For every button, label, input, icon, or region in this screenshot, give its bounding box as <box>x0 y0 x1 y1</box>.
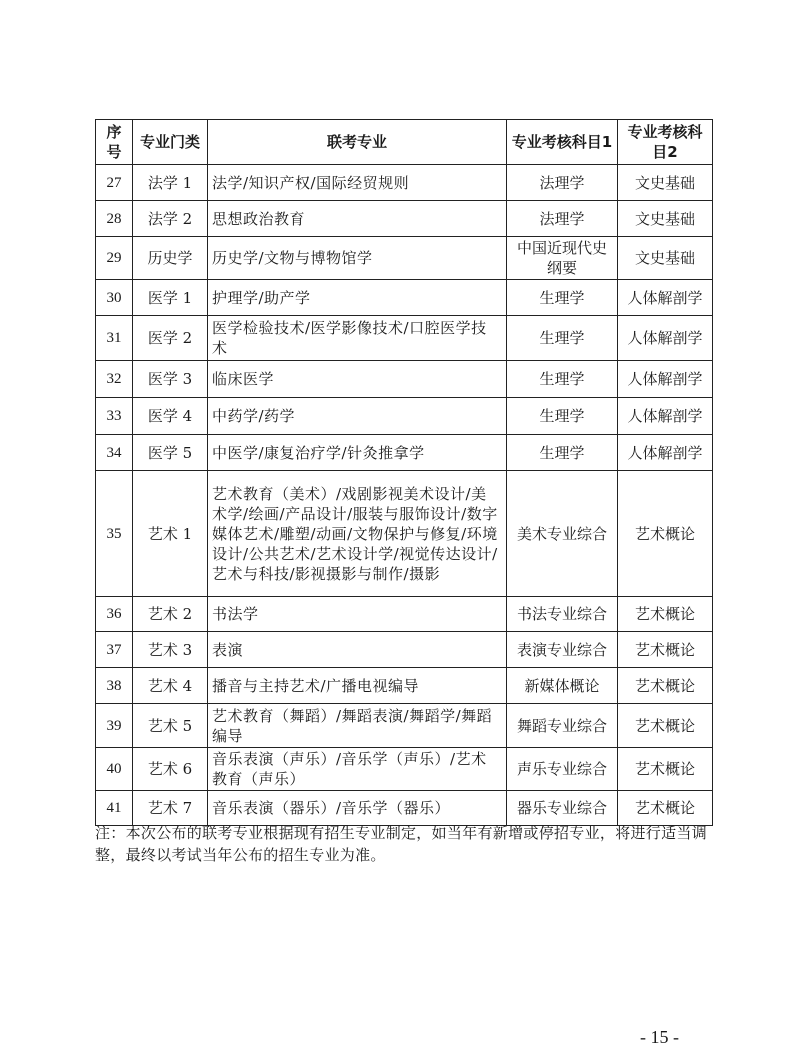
header-subject2: 专业考核科目2 <box>618 120 713 165</box>
row-category: 艺术 4 <box>133 668 208 704</box>
row-major: 艺术教育（舞蹈）/舞蹈表演/舞蹈学/舞蹈编导 <box>208 704 507 748</box>
row-subject2: 人体解剖学 <box>618 435 713 471</box>
row-subject2: 艺术概论 <box>618 597 713 632</box>
page-number: - 15 - <box>640 1027 679 1047</box>
row-subject1: 生理学 <box>507 280 618 316</box>
row-number: 41 <box>96 791 133 826</box>
row-number: 27 <box>96 165 133 201</box>
table-row <box>96 704 713 748</box>
row-subject2: 艺术概论 <box>618 668 713 704</box>
row-subject1: 美术专业综合 <box>507 471 618 597</box>
row-subject2: 艺术概论 <box>618 632 713 668</box>
table-row <box>96 748 713 791</box>
row-category: 艺术 5 <box>133 704 208 748</box>
row-subject1: 生理学 <box>507 316 618 361</box>
row-major: 中医学/康复治疗学/针灸推拿学 <box>208 435 507 471</box>
header-subject1: 专业考核科目1 <box>507 120 618 165</box>
row-category: 医学 2 <box>133 316 208 361</box>
row-subject1: 器乐专业综合 <box>507 791 618 826</box>
table-row <box>96 361 713 398</box>
table-row <box>96 668 713 704</box>
table-row <box>96 237 713 280</box>
row-major: 艺术教育（美术）/戏剧影视美术设计/美术学/绘画/产品设计/服装与服饰设计/数字媒体艺术/雕塑/动画/文物保护与修复/环境设计/公共艺术/艺术设计学/视觉传达设计/艺术与科技/影视摄影与制作/摄影 <box>208 471 507 597</box>
row-major: 思想政治教育 <box>208 201 507 237</box>
row-category: 医学 5 <box>133 435 208 471</box>
row-subject1: 法理学 <box>507 201 618 237</box>
row-number: 28 <box>96 201 133 237</box>
row-category: 医学 1 <box>133 280 208 316</box>
row-number: 34 <box>96 435 133 471</box>
row-subject2: 文史基础 <box>618 201 713 237</box>
row-number: 31 <box>96 316 133 361</box>
row-subject1: 声乐专业综合 <box>507 748 618 791</box>
table-row <box>96 435 713 471</box>
header-category: 专业门类 <box>133 120 208 165</box>
table-row <box>96 632 713 668</box>
row-number: 35 <box>96 471 133 597</box>
row-major: 书法学 <box>208 597 507 632</box>
row-category: 法学 1 <box>133 165 208 201</box>
row-subject2: 人体解剖学 <box>618 398 713 435</box>
row-subject1: 舞蹈专业综合 <box>507 704 618 748</box>
row-subject1: 法理学 <box>507 165 618 201</box>
row-major: 医学检验技术/医学影像技术/口腔医学技术 <box>208 316 507 361</box>
majors-table <box>95 119 713 826</box>
row-number: 29 <box>96 237 133 280</box>
row-subject2: 人体解剖学 <box>618 361 713 398</box>
row-subject1: 生理学 <box>507 435 618 471</box>
row-subject2: 艺术概论 <box>618 704 713 748</box>
table-row <box>96 791 713 826</box>
row-major: 播音与主持艺术/广播电视编导 <box>208 668 507 704</box>
row-number: 40 <box>96 748 133 791</box>
row-subject1: 生理学 <box>507 398 618 435</box>
row-subject2: 人体解剖学 <box>618 316 713 361</box>
row-subject1: 表演专业综合 <box>507 632 618 668</box>
row-major: 历史学/文物与博物馆学 <box>208 237 507 280</box>
row-number: 36 <box>96 597 133 632</box>
row-subject1: 生理学 <box>507 361 618 398</box>
row-subject1: 书法专业综合 <box>507 597 618 632</box>
row-category: 医学 4 <box>133 398 208 435</box>
row-major: 音乐表演（器乐）/音乐学（器乐） <box>208 791 507 826</box>
row-major: 法学/知识产权/国际经贸规则 <box>208 165 507 201</box>
table-row <box>96 471 713 597</box>
header-no: 序号 <box>96 120 133 165</box>
row-subject2: 艺术概论 <box>618 748 713 791</box>
row-subject2: 文史基础 <box>618 237 713 280</box>
row-category: 艺术 3 <box>133 632 208 668</box>
row-major: 音乐表演（声乐）/音乐学（声乐）/艺术教育（声乐） <box>208 748 507 791</box>
row-number: 30 <box>96 280 133 316</box>
row-subject2: 艺术概论 <box>618 791 713 826</box>
table-row <box>96 597 713 632</box>
row-category: 法学 2 <box>133 201 208 237</box>
row-subject1: 新媒体概论 <box>507 668 618 704</box>
table-row <box>96 201 713 237</box>
row-category: 艺术 7 <box>133 791 208 826</box>
table-body <box>96 165 713 826</box>
row-subject2: 文史基础 <box>618 165 713 201</box>
table-row <box>96 398 713 435</box>
row-number: 39 <box>96 704 133 748</box>
row-category: 艺术 6 <box>133 748 208 791</box>
row-major: 临床医学 <box>208 361 507 398</box>
row-category: 医学 3 <box>133 361 208 398</box>
row-number: 33 <box>96 398 133 435</box>
row-major: 表演 <box>208 632 507 668</box>
header-row <box>96 120 713 165</box>
table-row <box>96 280 713 316</box>
table-footnote: 注：本次公布的联考专业根据现有招生专业制定，如当年有新增或停招专业，将进行适当调整，最终以考试当年公布的招生专业为准。 <box>95 824 708 864</box>
row-number: 37 <box>96 632 133 668</box>
row-subject2: 艺术概论 <box>618 471 713 597</box>
table-row <box>96 316 713 361</box>
row-subject2: 人体解剖学 <box>618 280 713 316</box>
row-major: 中药学/药学 <box>208 398 507 435</box>
row-number: 32 <box>96 361 133 398</box>
header-major: 联考专业 <box>208 120 507 165</box>
row-major: 护理学/助产学 <box>208 280 507 316</box>
table-row <box>96 165 713 201</box>
row-number: 38 <box>96 668 133 704</box>
row-category: 艺术 1 <box>133 471 208 597</box>
row-category: 艺术 2 <box>133 597 208 632</box>
row-subject1: 中国近现代史纲要 <box>507 237 618 280</box>
row-category: 历史学 <box>133 237 208 280</box>
